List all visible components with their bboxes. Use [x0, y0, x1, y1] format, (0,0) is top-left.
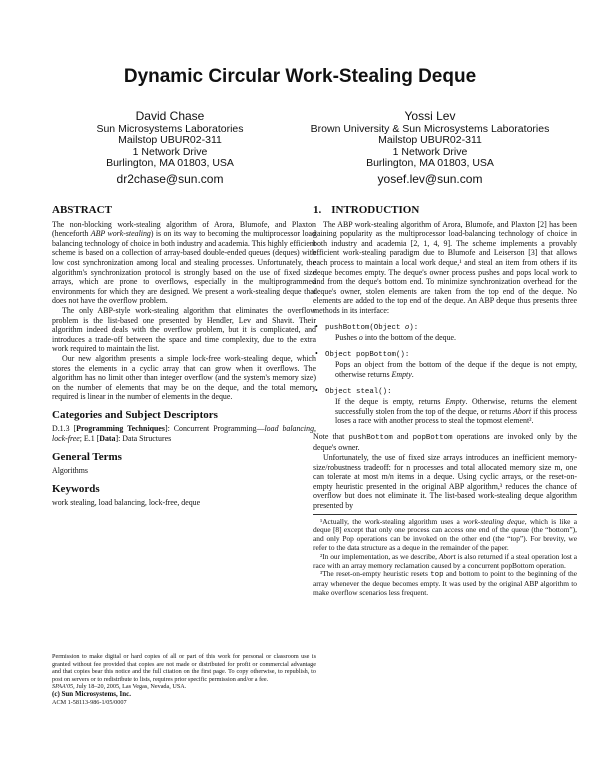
text-run: ) is on its way to becoming the multiprocessor load balancing technology of choice in both industry and academia. This highly efficient scheme is based on a collection of array-based double-ended queues (deques) with low cost synchronization among local and stealing processes. Unfortunately, the algorithm's synchronization protocol is strongly based on the use of fixed size arrays, which are prone to overflows, especially in the multiprogrammed environments for which they are designed. We present a work-stealing deque that does not have the overflow problem.: [52, 229, 316, 306]
permission-notice: [52, 653, 316, 706]
text-run: Programming Techniques: [76, 424, 165, 434]
bullet-icon: •: [315, 321, 318, 331]
footnote: [313, 518, 577, 553]
abstract-paragraph: Our new algorithm presents a simple lock-free work-stealing deque, which stores the elements in a cyclic array that can grow when it overflows. The algorithm has no limit other than integer overflow (and the system's memory size) on the number of elements that may be on the deque, and the total memory required is linear in the number of elements in the deque.: [52, 353, 316, 402]
text-run: ¹Actually, the work-stealing algorithm uses a: [320, 516, 464, 526]
categories-heading: Categories and Subject Descriptors: [52, 408, 218, 421]
author-email: dr2chase@sun.com: [116, 171, 224, 186]
author-mailstop: Mailstop UBUR02-311: [378, 134, 482, 146]
text-run: Data: [99, 434, 116, 444]
text-run: operations are invoked only by the deque's owner.: [313, 431, 577, 453]
text-run: . Otherwise, returns the element successfully stolen from the top of the deque, or returns: [335, 397, 577, 416]
text-run: pushBottom(Object: [325, 323, 405, 332]
paper-title: Dynamic Circular Work-Stealing Deque: [123, 66, 477, 87]
text-run: top: [430, 571, 444, 580]
text-run: July 18–20, 2005, Las Vegas, Nevada, USA.: [74, 683, 187, 691]
method-signature: Object steal():: [325, 387, 392, 396]
text-run: Empty: [445, 397, 466, 407]
text-run: D.1.3 [: [52, 424, 77, 434]
general-terms-text: Algorithms: [52, 466, 88, 476]
text-run: pushBottom: [348, 433, 393, 442]
footnotes: [313, 514, 577, 598]
right-column: [313, 206, 577, 598]
bullet-icon: •: [315, 385, 318, 395]
section-title: INTRODUCTION: [331, 204, 420, 216]
text-run: Pushes: [335, 333, 359, 343]
text-run: SPAA'05,: [52, 683, 75, 691]
left-column: [52, 206, 316, 508]
footnote: [313, 553, 577, 571]
abstract-paragraph: The only ABP-style work-stealing algorithm that eliminates the overflow problem is the list-based one presented by Hendler, Lev and Shavit. Their algorithm indeed deals with the overflow problem, but it is complicated, and introduces a trade-off between the space and time complexity, due to the extra work required to maintain the list.: [52, 305, 316, 354]
text-run: ²In our implementation, as we describe,: [320, 551, 439, 561]
author-street: 1 Network Drive: [132, 145, 208, 158]
list-item: [315, 385, 577, 426]
abstract-heading: ABSTRACT: [52, 204, 112, 216]
keywords-text: work stealing, load balancing, lock-free, deque: [52, 498, 201, 508]
method-list: [313, 322, 577, 426]
author-affiliation: Sun Microsystems Laboratories: [96, 122, 244, 135]
text-run: The non-blocking work-stealing algorithm of Arora, Blumofe, and Plaxton (henceforth: [52, 219, 316, 239]
text-run: .: [411, 369, 414, 379]
author-street: 1 Network Drive: [392, 145, 468, 158]
text-run: ]: Data Structures: [115, 434, 172, 444]
author-name: Yossi Lev: [404, 109, 456, 123]
abstract-paragraph: [52, 220, 316, 306]
text-run: ³The reset-on-empty heuristic resets: [320, 569, 431, 579]
general-terms-heading: General Terms: [52, 450, 122, 463]
author-mailstop: Mailstop UBUR02-311: [118, 134, 222, 146]
author-affiliation: Brown University & Sun Microsystems Laboratories: [310, 122, 550, 135]
method-description: [325, 397, 577, 426]
author-city: Burlington, MA 01803, USA: [366, 157, 494, 169]
author-block: [35, 111, 305, 185]
text-run: ]: Concurrent Programming—: [164, 424, 265, 434]
text-run: ):: [409, 323, 419, 332]
list-item: [315, 348, 577, 380]
text-run: into the bottom of the deque.: [362, 333, 456, 343]
permission-text: Permission to make digital or hard copies of all or part of this work for personal or classroom use is granted without fee provided that copies are not made or distributed for profit or commercial advantage and that copies bear this notice and the full citation on the first page. To copy otherwise, to republish, to post on servers or to redistribute to lists, requires prior specific permission and/or a fee.: [52, 653, 316, 683]
list-item: [315, 321, 577, 343]
text-run: load balancing, lock-free: [52, 424, 316, 444]
categories-text: [52, 424, 316, 443]
text-run: ; E.1 [: [79, 434, 100, 444]
text-run: Abort: [513, 406, 532, 416]
intro-paragraph: [313, 432, 577, 453]
intro-heading: [313, 206, 577, 216]
intro-paragraph: Unfortunately, the use of fixed size arrays introduces an inefficient memory-size/robustness tradeoff: for n processes and total allocated memory size m, one can tolerate at most m/n items in a deque. Using cyclic arrays, or the reset-on-empty heuristic presented in the original ABP algorithm,³ reduces the chance of overflow but does not eliminate it. The list-based work-stealing deque algorithm presented by: [313, 453, 577, 511]
author-city: Burlington, MA 01803, USA: [106, 157, 234, 169]
method-signature: [325, 324, 418, 332]
text-run: Pops an object from the bottom of the deque if the deque is not empty, otherwise returns: [335, 360, 577, 379]
text-run: ABP work-stealing: [90, 229, 151, 239]
text-run: work-stealing deque: [463, 516, 525, 526]
intro-paragraph: The ABP work-stealing algorithm of Arora, Blumofe, and Plaxton [2] has been gaining popularity as the multiprocessor load-balancing technology of choice in both industry and academia [2, 1, 4, 9]. The scheme implements a provably efficient work-stealing paradigm due to Blumofe and Leiserson [3] that allows each process to maintain a local work deque,¹ and steal an item from others if its deque becomes empty. The deque's owner process pushes and pops local work to and from the deque's bottom end. To minimize synchronization overhead for the deque's owner, stolen elements are taken from the top end of the deque. No elements are added to the top end of the deque. An ABP deque thus presents three methods in its interface:: [313, 219, 577, 315]
text-run: Abort: [438, 551, 456, 561]
author-block: [295, 111, 565, 185]
author-name: David Chase: [135, 109, 205, 123]
copyright-line: (c) Sun Microsystems, Inc.: [52, 689, 132, 698]
acm-line: ACM 1-58113-986-1/05/0007: [52, 698, 127, 706]
method-signature: Object popBottom():: [325, 350, 410, 359]
text-run: and: [392, 431, 413, 441]
text-run: Empty: [391, 369, 412, 379]
bullet-icon: •: [315, 348, 318, 358]
text-run: if this process loses a race with another process to steal the topmost element².: [335, 406, 577, 426]
text-run: popBottom: [412, 433, 453, 442]
method-description: [325, 360, 577, 379]
footnote: [313, 570, 577, 597]
text-run: Note that: [313, 431, 349, 441]
text-run: o: [358, 333, 363, 343]
text-run: and bottom to point to the beginning of the array whenever the deque becomes empty. It was used by the original ABP algorithm to make overflow scenarios less frequent.: [313, 569, 577, 597]
keywords-heading: Keywords: [52, 482, 100, 495]
text-run: , which is like a deque [8] except that only one process can access one end of the queue (the “bottom”), and only Pop operations can be invoked on the other end (the “top”). For brevity, we refer to the data structure as a deque in the remainder of the paper.: [313, 516, 578, 553]
text-run: o: [404, 323, 410, 332]
section-number: 1.: [313, 204, 322, 216]
text-run: is also returned if a steal operation lost a race with an array memory reclamation caused by a concurrent popBottom operation.: [313, 551, 578, 570]
author-email: yosef.lev@sun.com: [377, 171, 483, 186]
method-description: [325, 333, 577, 343]
text-run: If the deque is empty, returns: [335, 397, 446, 407]
